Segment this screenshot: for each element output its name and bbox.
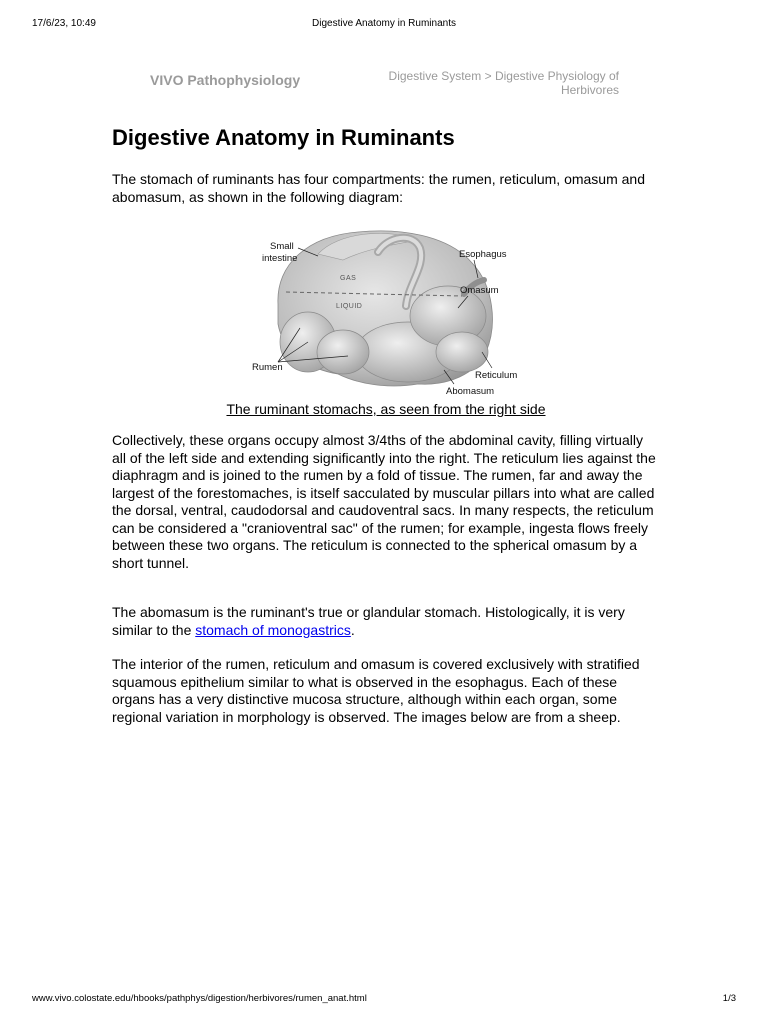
small-intestine-label-line1: Small [270,241,294,252]
ruminant-stomach-diagram [248,224,528,400]
abomasum-paragraph [112,604,660,639]
intro-paragraph: The stomach of ruminants has four compartments: the rumen, reticulum, omasum and abomasum, as shown in the following diagram: [112,171,646,205]
breadcrumb-section[interactable]: Digestive System [388,69,482,83]
page-title: Digestive Anatomy in Ruminants [112,125,455,150]
print-header [32,18,736,32]
esophagus-label: Esophagus [459,249,507,260]
abomasum-text: The abomasum is the ruminant's true or glandular stomach. Histologically, it is very similar to the [112,604,625,638]
omasum-label: Omasum [460,285,499,296]
reticulum-shape [436,332,488,372]
print-footer [32,993,736,1007]
abomasum-text-end: . [350,621,355,638]
print-page-number: 1/3 [722,993,736,1004]
print-url: www.vivo.colostate.edu/hbooks/pathphys/digestion/herbivores/rumen_anat.html [32,993,367,1004]
breadcrumb [379,69,619,97]
figure-caption: The ruminant stomachs, as seen from the right side [226,401,546,417]
breadcrumb-current[interactable]: Digestive Physiology of Herbivores [494,69,619,97]
print-datetime: 17/6/23, 10:49 [32,18,96,29]
reticulum-label: Reticulum [475,370,518,381]
small-intestine-label-line2: intestine [262,253,298,264]
abomasum-label: Abomasum [446,386,495,397]
monogastric-stomach-link[interactable]: stomach of monogastrics [195,621,351,638]
site-name[interactable]: VIVO Pathophysiology [150,72,301,88]
gas-label: GAS [340,275,357,282]
liquid-label: LIQUID [336,303,363,310]
print-page-title: Digestive Anatomy in Ruminants [312,18,456,29]
organs-paragraph: Collectively, these organs occupy almost 3/4ths of the abdominal cavity, filling virtually all of the left side and extending significantly into the right. The reticulum lies against the diaphragm and is joined to the rumen by a fold of tissue. The rumen, far and away the largest of the forestomaches, is itself sacculated by muscular pillars into what are called the dorsal, ventral, caudodorsal and caudoventral sacs. In many respects, the reticulum can be considered a "cranioventral sac" of the rumen; for example, ingesta flows freely between these two organs. The reticulum is connected to the spherical omasum by a short tunnel. [112,432,656,571]
rumen-label: Rumen [252,362,283,373]
interior-paragraph: The interior of the rumen, reticulum and omasum is covered exclusively with stratified squamous epithelium similar to what is observed in the esophagus. Each of these organs has a very distinctive mucosa structure, although within each organ, some regional variation in morphology is observed. The images below are from a sheep. [112,656,640,725]
breadcrumb-separator: > [484,69,492,83]
